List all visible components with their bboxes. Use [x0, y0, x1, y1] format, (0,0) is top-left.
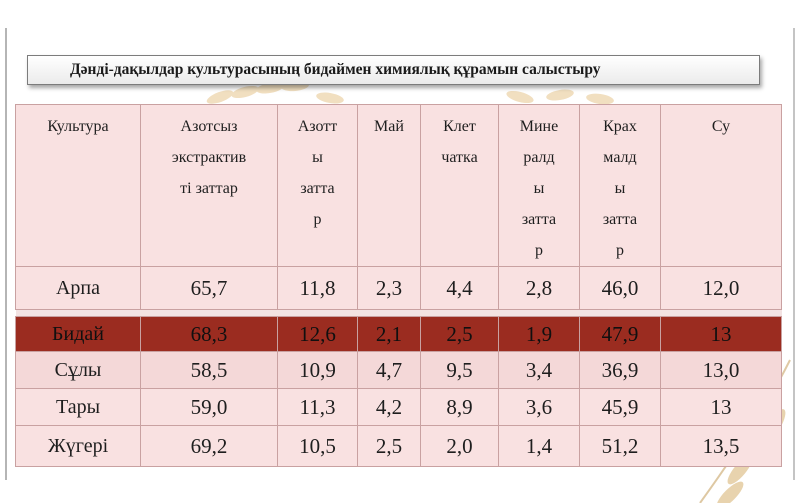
cell-value: 2,1	[358, 317, 421, 352]
cell-culture: Арпа	[16, 267, 141, 310]
row-gap	[16, 310, 782, 317]
cell-value: 51,2	[580, 426, 661, 467]
cell-value: 4,7	[358, 352, 421, 389]
cell-value: 2,0	[421, 426, 499, 467]
cell-value: 12,6	[278, 317, 358, 352]
header-line: чатка	[441, 149, 478, 166]
header-line: Клет	[443, 118, 476, 135]
header-minerals	[499, 105, 580, 267]
cell-culture: Тары	[16, 389, 141, 426]
cell-value: 13,0	[661, 352, 782, 389]
cell-value: 13	[661, 389, 782, 426]
header-line: Азотсыз	[180, 118, 238, 135]
cell-value: 47,9	[580, 317, 661, 352]
table-row	[16, 352, 782, 389]
header-line: р	[313, 211, 322, 228]
cell-value: 13	[661, 317, 782, 352]
header-nitrogen-free-extract	[141, 105, 278, 267]
cell-value: 68,3	[141, 317, 278, 352]
header-line: р	[616, 242, 624, 259]
cell-value: 11,8	[278, 267, 358, 310]
header-line: ы	[312, 149, 323, 166]
cell-value: 8,9	[421, 389, 499, 426]
cell-value: 69,2	[141, 426, 278, 467]
cell-value: 4,2	[358, 389, 421, 426]
header-starch	[580, 105, 661, 267]
header-fiber	[421, 105, 499, 267]
cell-culture: Жүгері	[16, 426, 141, 467]
page-title-banner: Дәнді-дақылдар культурасының бидаймен химиялық құрамын салыстыру	[27, 55, 760, 85]
header-line: ті заттар	[180, 180, 238, 197]
cell-value: 46,0	[580, 267, 661, 310]
cell-value: 36,9	[580, 352, 661, 389]
table-header-row	[16, 105, 782, 267]
header-line: Азотт	[297, 118, 338, 135]
cell-value: 2,5	[421, 317, 499, 352]
header-line: ы	[614, 180, 626, 197]
cell-value: 13,5	[661, 426, 782, 467]
table-row	[16, 389, 782, 426]
header-line: ралд	[523, 149, 555, 166]
cell-culture: Бидай	[16, 317, 141, 352]
table-row	[16, 267, 782, 310]
composition-table	[15, 104, 782, 467]
header-line: ы	[533, 180, 545, 197]
table-row-highlighted	[16, 317, 782, 352]
cell-value: 1,9	[499, 317, 580, 352]
header-line: Май	[374, 118, 404, 135]
cell-value: 1,4	[499, 426, 580, 467]
table-row	[16, 426, 782, 467]
header-line: Крах	[603, 118, 637, 135]
cell-value: 12,0	[661, 267, 782, 310]
cell-value: 11,3	[278, 389, 358, 426]
cell-value: 2,5	[358, 426, 421, 467]
cell-value: 58,5	[141, 352, 278, 389]
cell-value: 2,8	[499, 267, 580, 310]
header-line: затта	[300, 180, 335, 197]
header-culture	[16, 105, 141, 267]
header-water	[661, 105, 782, 267]
header-line: малд	[603, 149, 637, 166]
cell-value: 3,6	[499, 389, 580, 426]
cell-value: 59,0	[141, 389, 278, 426]
header-line: Культура	[47, 118, 109, 135]
cell-value: 10,9	[278, 352, 358, 389]
header-nitrogen-substances	[278, 105, 358, 267]
header-line: затта	[602, 211, 638, 228]
cell-value: 45,9	[580, 389, 661, 426]
header-line: экстрактив	[171, 149, 247, 166]
cell-value: 10,5	[278, 426, 358, 467]
header-line: Су	[711, 118, 731, 135]
cell-value: 9,5	[421, 352, 499, 389]
header-line: затта	[521, 211, 557, 228]
header-fat	[358, 105, 421, 267]
cell-culture: Сұлы	[16, 352, 141, 389]
cell-value: 65,7	[141, 267, 278, 310]
cell-value: 4,4	[421, 267, 499, 310]
header-line: р	[535, 242, 543, 259]
cell-value: 3,4	[499, 352, 580, 389]
cell-value: 2,3	[358, 267, 421, 310]
header-line: Мине	[519, 118, 559, 135]
